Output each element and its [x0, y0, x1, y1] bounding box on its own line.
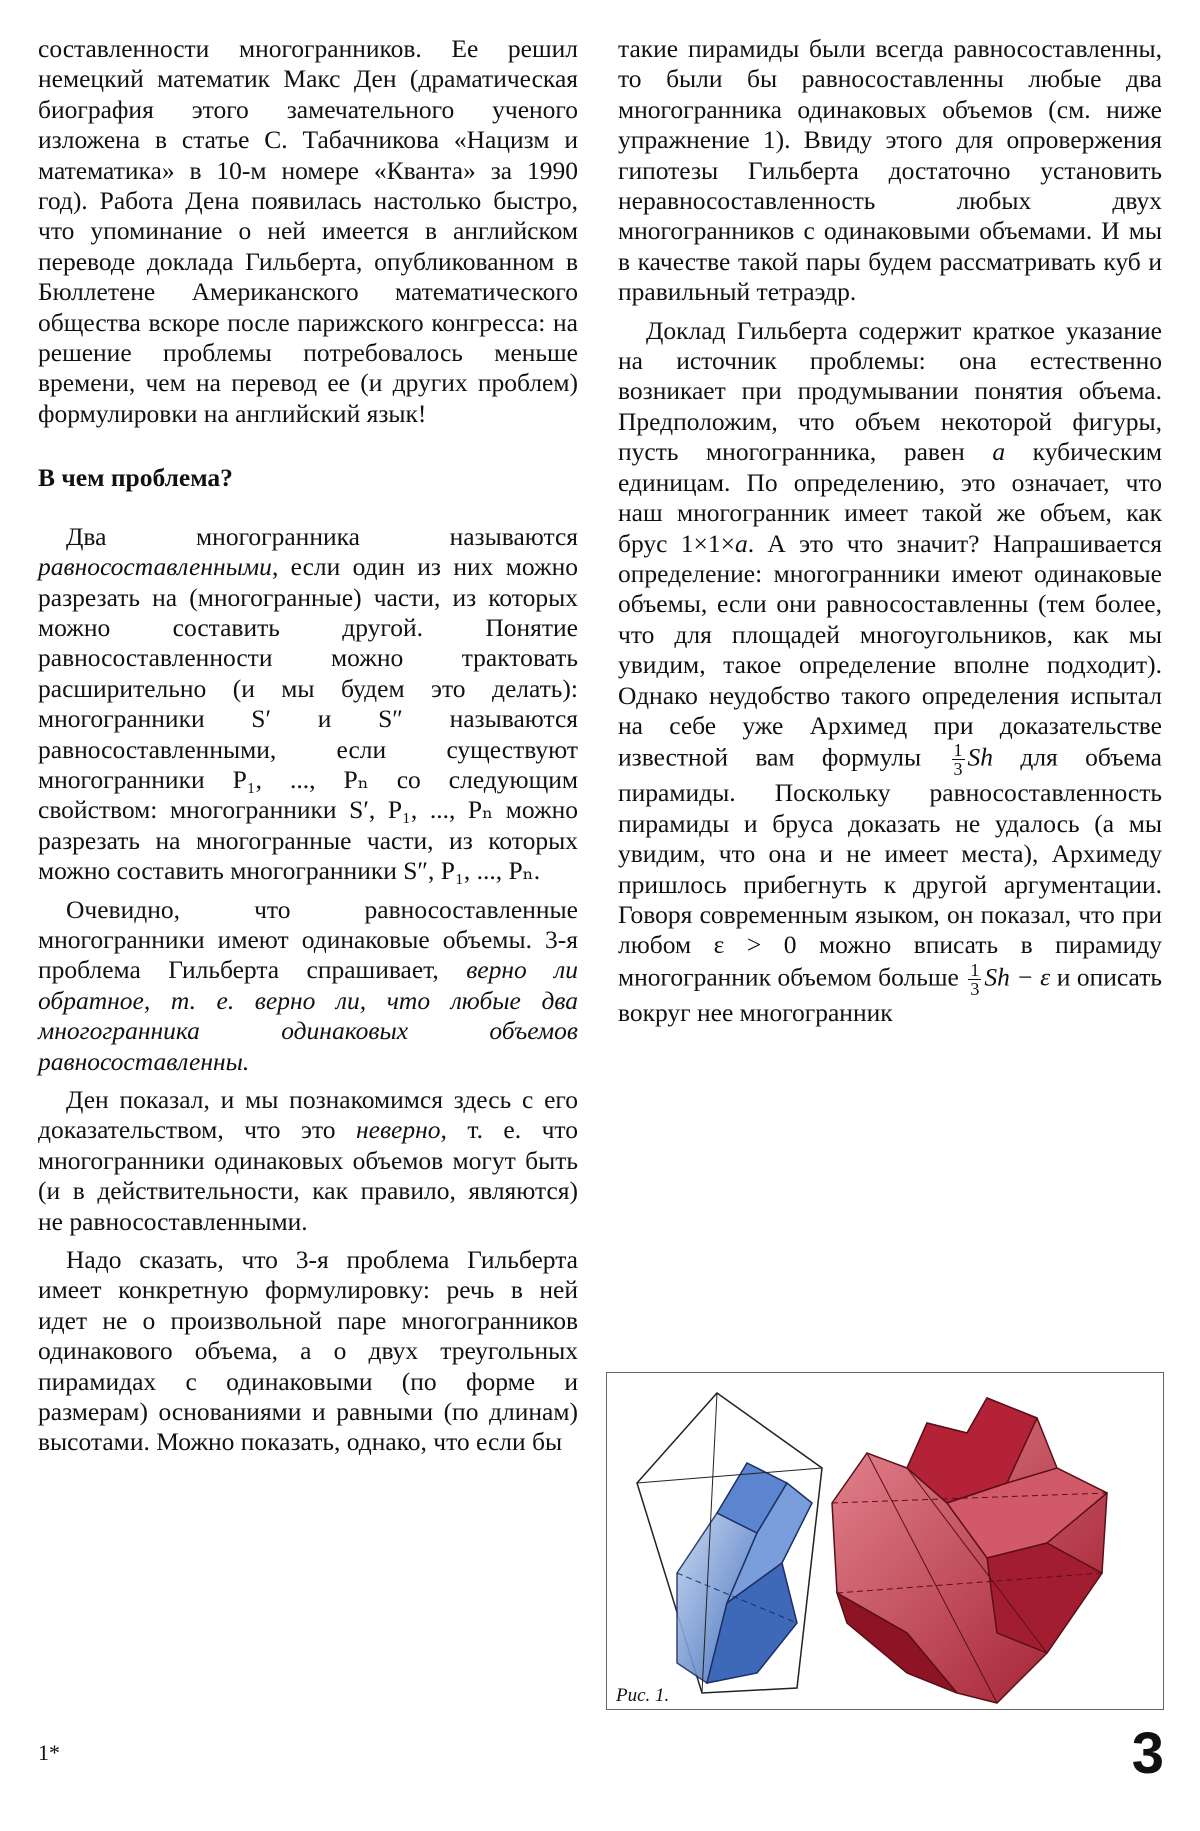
red-polyhedron: [832, 1398, 1107, 1703]
question-italic: верно ли обратное, т. е. верно ли, что любые два многогранника одинаковых объемов равносоставленны.: [38, 955, 578, 1076]
right-column: [618, 34, 1162, 1028]
paragraph: Очевидно, что равносоставленные многогранники имеют одинаковые объемы. 3-я проблема Гильберта спрашивает, верно ли обратное, т. е. верно ли, что любые два многогранника одинаковых объемов равносоставленны.: [38, 894, 578, 1076]
paragraph: Надо сказать, что 3-я проблема Гильберта имеет конкретную формулировку: речь в ней идет не о произвольной паре многогранников одинакового объема, а о двух треугольных пирамидах с одинаковыми (по форме и размерам) основаниями и равными (по длинам) высотами. Можно показать, однако, что если бы: [38, 1245, 578, 1457]
paragraph: Ден показал, и мы познакомимся здесь с его доказательством, что это неверно, т. е. что многогранники одинаковых объемов могут быть (и в действительности, как правило, являются) не равносоставленными.: [38, 1085, 578, 1236]
fraction-one-third: $\frac{1}{3}$: [953, 740, 963, 780]
fraction-one-third: $\frac{1}{3}$: [970, 959, 980, 999]
figure-caption: Рис. 1.: [616, 1685, 670, 1706]
term-italic: равносоставленными: [38, 552, 272, 582]
blue-polyhedron: [637, 1393, 822, 1693]
polyhedra-illustration: [607, 1373, 1163, 1709]
left-column: [38, 34, 578, 1458]
paragraph: составленности многогранников. Ее решил немецкий математик Макс Ден (драматическая биография этого замечательного ученого изложена в статье С. Табачникова «Нацизм и математика» в 10-м номере «Кванта» за 1990 год). Работа Дена появилась настолько быстро, что упоминание о ней имеется в английском переводе доклада Гильберта, опубликованном в Бюллетене Американского математического общества вскоре после парижского конгресса: на решение проблемы потребовалось меньше времени, чем на перевод ее (и других проблем) формулировки на английский язык!: [38, 34, 578, 428]
section-heading: В чем проблема?: [38, 463, 233, 493]
paragraph: Два многогранника называются равносоставленными, если один из них можно разрезать на (многогранные) части, из которых можно составить другой. Понятие равносоставленности можно трактовать расширительно (и мы будем это делать): многогранники S′ и S″ называются равносоставленными, если существуют многогранники P₁, ..., Pₙ со следующим свойством: многогранники S′, P₁, ..., Pₙ можно разрезать на многогранные части, из которых можно составить многогранники S″, P₁, ..., Pₙ.: [38, 521, 578, 886]
figure-polyhedra: [606, 1372, 1164, 1710]
page-number: 3: [1131, 1721, 1164, 1786]
signature-mark: 1*: [38, 1740, 60, 1765]
paragraph: такие пирамиды были всегда равносоставленны, то были бы равносоставленны любые два многогранника одинаковых объемов (см. ниже упражнение 1). Ввиду этого для опровержения гипотезы Гильберта достаточно установить неравносоставленность любых двух многогранников с одинаковыми объемами. И мы в качестве такой пары будем рассматривать куб и правильный тетраэдр.: [618, 34, 1162, 307]
paragraph: Доклад Гильберта содержит краткое указание на источник проблемы: она естественно возникает при продумывании понятия объема. Предположим, что объем некоторой фигуры, пусть многогранника, равен a кубическим единицам. По определению, это означает, что наш многогранник имеет такой же объем, как брус 1×1×a. А это что значит? Напрашивается определение: многогранники имеют одинаковые объемы, если они равносоставленны (тем более, что для площадей многоугольников, как мы увидим, такое определение вполне подходит). Однако неудобство такого определения испытал на себе уже Архимед при доказательстве известной вам формулы $\frac{1}{3}$ Sh для объема пирамиды. Поскольку равносоставленность пирамиды и бруса доказать не удалось (а мы увидим, что она и не имеет места), Архимеду пришлось прибегнуть к другой аргументации. Говоря современным языком, он показал, что при любом ε > 0 можно вписать в пирамиду многогранник объемом больше $\frac{1}{3}$ Sh − ε и описать вокруг нее многогранник: [618, 315, 1162, 1027]
